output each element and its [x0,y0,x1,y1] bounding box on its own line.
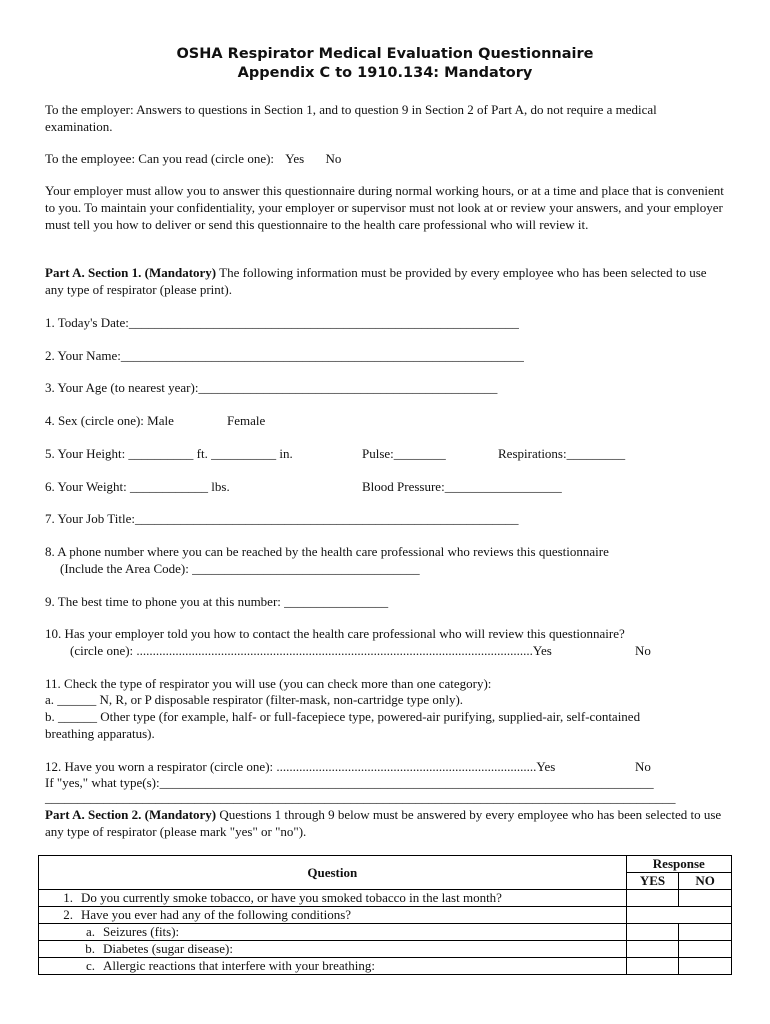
question-text: Seizures (fits): [103,924,180,939]
page-subtitle: Appendix C to 1910.134: Mandatory [237,65,533,81]
questions-table [38,855,732,975]
no-checkbox[interactable] [679,890,732,907]
section2-heading: Part A. Section 2. (Mandatory) [45,807,217,822]
page-title: OSHA Respirator Medical Evaluation Questionnaire [176,46,594,62]
no-column-header: NO [679,873,732,890]
yes-checkbox[interactable] [626,941,679,958]
respirator-type-b-cont: breathing apparatus). [45,726,155,741]
section2-text: Questions 1 through 9 below must be answered by every employee who has been selected to use any type of respirator (please mark "yes" or "no"). [45,807,722,839]
employer-note: To the employer: Answers to questions in Section 1, and to question 9 in Section 2 of Part A, do not require a medical examination. [45,102,657,134]
yes-checkbox[interactable] [626,890,679,907]
read-no-option[interactable]: No [325,151,342,166]
phone-field[interactable]: (Include the Area Code): ___________________________________ [60,561,420,576]
confidentiality-note: Your employer must allow you to answer this questionnaire during normal working hours, or at a time and place that is convenient to you. To maintain your confidentiality, your employer or supervisor must not look at or review your answers, and your employer must tell you how to deliver or send this questionnaire to the health care professional who will review it. [45,183,724,232]
weight-field[interactable]: 6. Your Weight: ____________ lbs. [45,479,230,494]
worn-respirator-no-option[interactable]: No [635,759,651,774]
yes-column-header: YES [626,873,679,890]
no-checkbox[interactable] [679,924,732,941]
question-cell [39,958,627,975]
contact-question: 10. Has your employer told you how to contact the health care professional who will review this questionnaire? [45,626,625,641]
question-number: b. [85,941,95,956]
sex-female-option[interactable]: Female [227,413,266,428]
section1-heading: Part A. Section 1. (Mandatory) [45,265,217,280]
question-cell [39,924,627,941]
question-number: a. [85,924,95,939]
contact-yes-option[interactable]: (circle one): ..........................................................................................................................Yes [70,643,552,658]
respirations-field[interactable]: Respirations:_________ [498,446,626,461]
question-column-header: Question [39,856,627,890]
question-number: 2. [63,907,73,922]
respirator-types-field-cont[interactable]: _________________________________________________________________________________________________ [45,790,676,805]
yes-checkbox[interactable] [626,958,679,975]
age-field[interactable]: 3. Your Age (to nearest year):______________________________________________ [45,380,498,395]
question-text: Allergic reactions that interfere with your breathing: [103,958,375,973]
height-field[interactable]: 5. Your Height: __________ ft. __________ in. [45,446,293,461]
question-cell [39,907,627,924]
question-number: c. [85,958,95,973]
empty-response-cell [626,907,731,924]
respirator-type-a[interactable]: a. ______ N, R, or P disposable respirator (filter-mask, non-cartridge type only). [45,692,464,707]
phone-question: 8. A phone number where you can be reached by the health care professional who reviews this questionnaire [45,544,609,559]
table-row [39,890,732,907]
worn-respirator-yes-option[interactable]: 12. Have you worn a respirator (circle one): ................................................................................Yes [45,759,556,774]
contact-no-option[interactable]: No [635,643,651,658]
blood-pressure-field[interactable]: Blood Pressure:__________________ [362,479,562,494]
employee-read-question [45,150,341,167]
section1-intro [45,264,725,298]
employee-read-label: To the employee: Can you read (circle one): [45,151,275,166]
todays-date-field[interactable]: 1. Today's Date:____________________________________________________________ [45,315,519,330]
best-time-field[interactable]: 9. The best time to phone you at this number: ________________ [45,594,389,609]
table-row [39,958,732,975]
question-cell [39,890,627,907]
no-checkbox[interactable] [679,941,732,958]
respirator-types-field[interactable]: If "yes," what type(s):____________________________________________________________________________ [45,775,654,790]
question-text: Diabetes (sugar disease): [103,941,233,956]
table-row [39,941,732,958]
sex-male-option[interactable]: 4. Sex (circle one): Male [45,413,174,428]
pulse-field[interactable]: Pulse:________ [362,446,446,461]
question-text: Have you ever had any of the following conditions? [81,907,352,922]
yes-checkbox[interactable] [626,924,679,941]
response-column-header: Response [626,856,731,873]
respirator-type-b[interactable]: b. ______ Other type (for example, half- or full-facepiece type, powered-air purifying, supplied-air, self-contained [45,709,641,724]
section1-text: The following information must be provided by every employee who has been selected to use any type of respirator (please print). [45,265,707,297]
respirator-type-question: 11. Check the type of respirator you will use (you can check more than one category): [45,676,492,691]
table-row [39,924,732,941]
section2-intro [45,806,725,840]
question-number: 1. [63,890,73,905]
read-yes-option[interactable]: Yes [285,151,305,166]
job-title-field[interactable]: 7. Your Job Title:___________________________________________________________ [45,511,519,526]
question-text: Do you currently smoke tobacco, or have you smoked tobacco in the last month? [81,890,502,905]
table-row [39,907,732,924]
no-checkbox[interactable] [679,958,732,975]
question-cell [39,941,627,958]
name-field[interactable]: 2. Your Name:______________________________________________________________ [45,348,524,363]
